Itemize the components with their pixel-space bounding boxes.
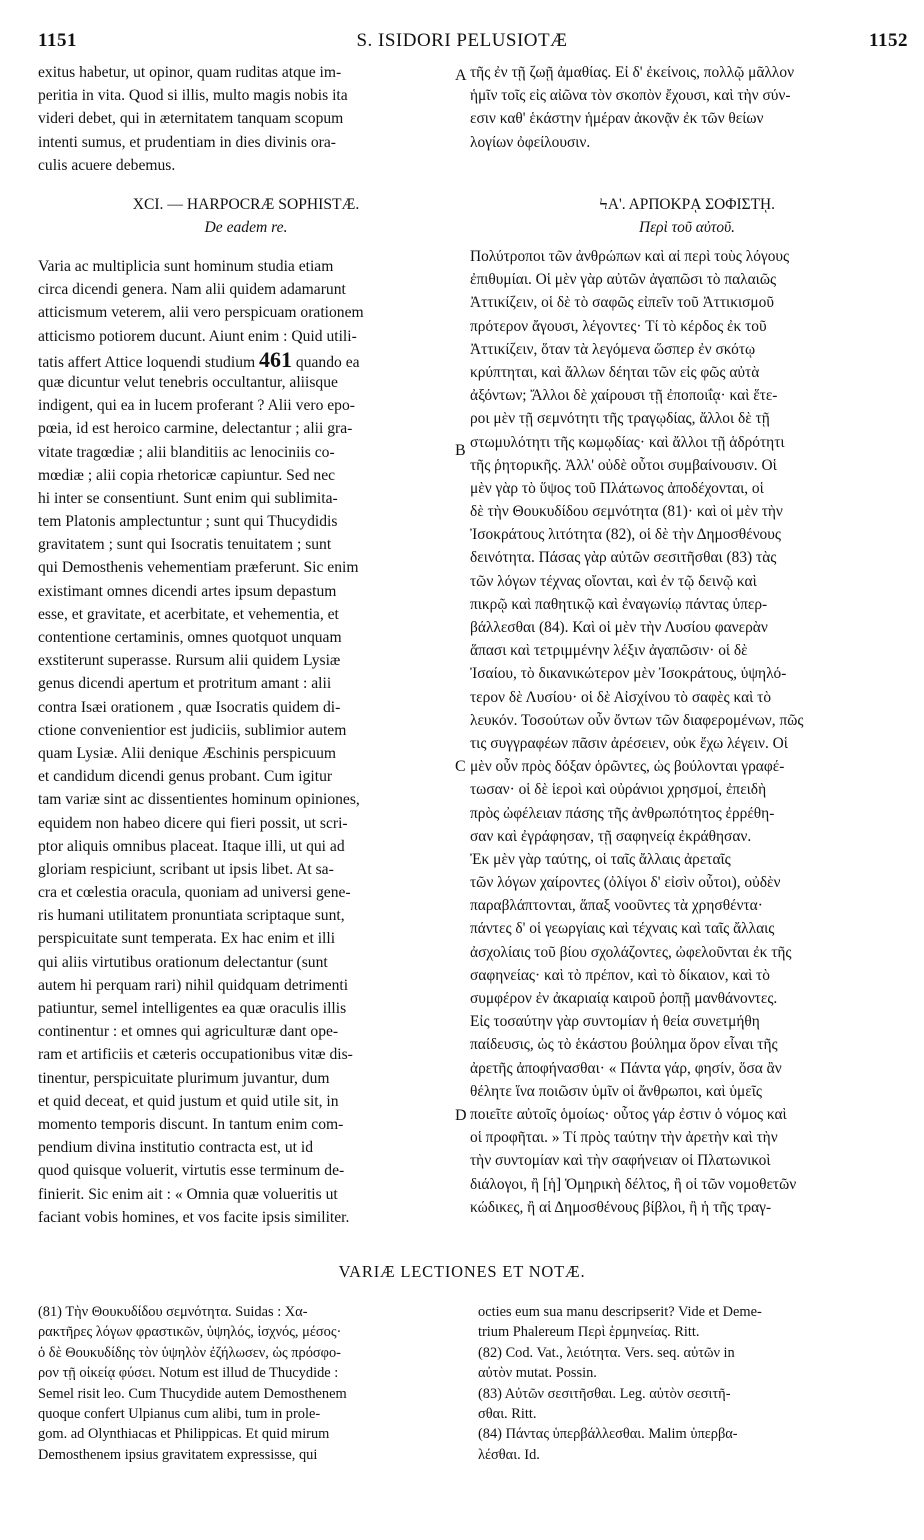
text-line: trium Phalereum Περὶ ἑρμηνείας. Ritt.	[478, 1324, 700, 1341]
text-line: (83) Αὐτῶν σεσιτῆσθαι. Leg. αὐτὸν σεσιτῆ-	[478, 1385, 731, 1402]
latin-line-before-marker: tatis affert Attice loquendi studium	[38, 353, 260, 371]
text-line: octies eum sua manu descripserit? Vide et Deme-	[478, 1304, 762, 1320]
text-line: culis acuere debemus.	[38, 156, 176, 174]
text-line: existimant omnes dicendi artes ipsum depastum	[38, 582, 337, 600]
text-line: faciant vobis homines, et vos facite ipsis similiter.	[38, 1208, 350, 1226]
text-line: ρον τῇ οἰκείᾳ φύσει. Notum est illud de Thucydide :	[38, 1365, 339, 1382]
text-line: Semel risit leo. Cum Thucydide autem Demosthenem	[38, 1385, 347, 1402]
text-line: συμφέρον ἐν ἀκαριαίᾳ καιροῦ ῥοπῇ μανθάνοντες.	[470, 990, 778, 1007]
text-line: ris humani utilitatem pronuntiata scriptaque sunt,	[38, 907, 345, 925]
text-line: ροι μὲν τῇ σεμνότητι τῆς τραγῳδίας, ἄλλοι δὲ τῇ	[470, 410, 770, 428]
text-line: gloriam respiciunt, scribant ut ipsis libet. At sa-	[38, 860, 334, 878]
notes-right-column	[478, 1302, 898, 1465]
running-title: S. ISIDORI PELUSIOTÆ	[356, 30, 568, 51]
text-line: Varia ac multiplicia sunt hominum studia etiam	[38, 258, 334, 275]
text-line: ἀξόντων; Ἄλλοι δὲ χαίρουσι τῇ ἐποποιΐᾳ· καὶ ἕτε-	[470, 387, 778, 405]
text-line: οἱ προφῆται. » Τί πρὸς ταύτην τὴν ἀρετὴν καὶ τὴν	[470, 1129, 778, 1147]
text-line: διάλογοι, ἢ [ἡ] Ὁμηρικὴ δέλτος, ἢ οἱ τῶν νομοθετῶν	[470, 1175, 797, 1193]
text-line: circa dicendi genera. Nam alii quidem adamarunt	[38, 281, 346, 299]
text-line: παραβλάπτονται, ἅπαξ νοοῦντες τὰ χρησθέντα·	[470, 897, 763, 915]
text-line: (84) Πάντας ὑπερβάλλεσθαι. Malim ὑπερβα-	[478, 1426, 738, 1443]
latin-line-with-marker	[38, 348, 454, 371]
text-line: λευκόν. Τοσούτων οὖν ὄντων τῶν διαφερομένων, πῶς	[470, 711, 804, 729]
text-line: σαν καὶ ἐγράφησαν, τῇ σαφηνείᾳ ἐκράθησαν.	[470, 827, 752, 845]
latin-letter-heading: XCI. — HARPOCRÆ SOPHISTÆ.	[132, 196, 360, 213]
text-line: qui Demosthenis vehementiam præferunt. Sic enim	[38, 559, 359, 577]
text-line: τερον δὲ Λυσίου· οἱ δὲ Αἰσχίνου τὸ σαφὲς καὶ τὸ	[470, 688, 772, 706]
text-line: ὁ δὲ Θουκυδίδης τὸν ὑψηλὸν ἐζήλωσεν, ὡς πρόσφο-	[38, 1344, 341, 1361]
text-line: τῆς ῥητορικῆς. Ἀλλ' οὐδὲ οὗτοι συμβαίνουσιν. Οἱ	[470, 456, 777, 474]
original-page-marker: 461	[259, 347, 293, 371]
text-line: στωμυλότητι τῆς κωμῳδίας· καὶ ἄλλοι τῇ ἁδρότητι	[470, 433, 785, 451]
text-line: exitus habetur, ut opinor, quam ruditas atque im-	[38, 64, 342, 81]
text-line: continentur : et omnes qui agriculturæ dant ope-	[38, 1023, 339, 1041]
text-line: pendium divina institutio contracta est, ut id	[38, 1139, 314, 1157]
text-line: Ἀττικίζειν, ὅταν τὰ λεγόμενα ὥσπερ ἐν σκότῳ	[470, 340, 756, 358]
text-line: Εἰς τοσαύτην γὰρ συντομίαν ἡ θεία συνετμήθη	[470, 1013, 760, 1031]
text-line: τωσαν· οἱ δὲ ἱεροὶ καὶ οὐράνιοι χρησμοί, ἐπειδὴ	[470, 781, 767, 799]
text-line: παίδευσις, ὡς τὸ ἑκάστου βούλημα ὅρον εἶναι τῆς	[470, 1036, 778, 1054]
text-line: pœia, id est heroico carmine, delectantur ; alii gra-	[38, 420, 353, 438]
notes-left-column	[38, 1302, 456, 1465]
text-line: contentione certaminis, omnes quotquot unquam	[38, 629, 342, 646]
text-line: πρὸς ὠφέλειαν πάσης τῆς ἀνθρωπότητος ἐρρέθη-	[470, 804, 775, 822]
page-number-left: 1151	[38, 30, 77, 51]
text-line: εσιν καθ' ἑκάστην ἡμέραν ἀκονᾷν ἐκ τῶν θείων	[470, 110, 764, 128]
text-line: patiuntur, semel intelligentes ea quæ oraculis illis	[38, 1000, 347, 1017]
text-line: autem hi perquam rari) nihil quidquam detrimenti	[38, 976, 349, 994]
text-line: videri debet, qui in æternitatem tanquam scopum	[38, 110, 344, 128]
text-line: quæ dicuntur velut tenebris occultantur, aliisque	[38, 373, 338, 391]
margin-letter-a: A	[455, 67, 467, 84]
text-line: Πολύτροποι τῶν ἀνθρώπων καὶ αἱ περὶ τοὺς λόγους	[470, 248, 790, 265]
text-line: βάλλεσθαι (84). Καὶ οἱ μὲν τὴν Λυσίου φανερὰν	[470, 619, 768, 636]
latin-heading-block	[38, 193, 454, 239]
text-line: equidem non habeo dicere qui fieri possit, ut scri-	[38, 814, 348, 832]
text-line: tinentur, perspicuitate plurimum juvantur, dum	[38, 1069, 330, 1087]
text-line: ἐπιθυμίαι. Οἱ μὲν γὰρ αὐτῶν ἀγαπῶσι τὸ παλαιῶς	[470, 271, 777, 289]
notes-title: VARIÆ LECTIONES ET NOTÆ.	[338, 1262, 586, 1281]
text-line: intenti sumus, et prudentiam in dies divinis ora-	[38, 133, 336, 151]
text-line: et candidum dicendi genus probant. Cum igitur	[38, 768, 333, 786]
text-line: tam variæ sint ac dissentientes hominum opiniones,	[38, 791, 360, 809]
greek-letter-subheading: Περὶ τοῦ αὐτοῦ.	[638, 219, 736, 237]
text-line: λογίων ὀφείλουσιν.	[470, 133, 591, 151]
text-line: contra Isæi orationem , quæ Isocratis quidem di-	[38, 698, 341, 716]
text-line: esse, et gravitate, et acerbitate, et vehementia, et	[38, 605, 339, 623]
text-line: perspicuitate sunt temperata. Ex hac enim et illi	[38, 930, 336, 948]
text-line: atticismum veterem, alii vero perspicuam orationem	[38, 304, 364, 322]
text-line: Ἐκ μὲν γὰρ ταύτης, οἱ ταῖς ἄλλαις ἀρεταῖς	[470, 850, 731, 868]
text-line: δεινότητα. Πάσας γὰρ αὐτῶν σεσιτῆσθαι (83) τὰς	[470, 549, 777, 567]
text-line: (81) Τὴν Θουκυδίδου σεμνότητα. Suidas : Χα-	[38, 1304, 308, 1320]
text-line: ptor aliquis omnibus placeat. Itaque illi, ut qui ad	[38, 837, 345, 855]
latin-column-body	[38, 255, 454, 1229]
margin-letter-c: C	[455, 758, 466, 775]
text-line: σθαι. Ritt.	[478, 1405, 537, 1422]
text-line: ἅπασι καὶ τετριμμένην λέξιν ἀγαπῶσιν· οἱ δὲ	[470, 642, 748, 660]
page-number-right: 1152	[869, 30, 908, 51]
text-line: momento temporis discunt. In tantum enim com-	[38, 1115, 344, 1133]
text-line: gravitatem ; sunt qui Isocratis tenuitatem ; sunt	[38, 536, 332, 554]
text-line: finierit. Sic enim ait : « Omnia quæ volueritis ut	[38, 1185, 338, 1203]
text-line: qui aliis virtutibus orationum delectantur (sunt	[38, 953, 328, 971]
text-line: quod quisque voluerit, virtutis esse terminum de-	[38, 1162, 345, 1180]
text-line: κρύπτηται, καὶ ἄλλων δέηται τῶν εἰς φῶς αὐτὰ	[470, 363, 760, 381]
margin-letter-b: B	[455, 442, 466, 459]
text-line: gom. ad Olynthiacas et Philippicas. Et quid mirum	[38, 1426, 330, 1443]
margin-letter-d: D	[455, 1107, 467, 1124]
latin-letter-subheading: De eadem re.	[204, 219, 288, 237]
text-line: et quid deceat, et quid justum et quid utile sit, in	[38, 1092, 339, 1110]
text-line: (82) Cod. Vat., λειότητα. Vers. seq. αὐτῶν in	[478, 1344, 735, 1361]
text-line: ἀσχολίαις τοῦ βίου σχολάζοντες, ὠφελοῦνται ἐκ τῆς	[470, 943, 792, 961]
greek-heading-block	[470, 193, 904, 239]
text-line: τὴν συντομίαν καὶ τὴν σαφήνειαν οἱ Πλατωνικοὶ	[470, 1152, 771, 1170]
text-line: genus dicendi apertum et protritum amant : alii	[38, 675, 332, 693]
text-line: μὲν οὖν πρὸς δόξαν ὁρῶντες, ὡς βούλονται γραφέ-	[470, 758, 785, 776]
text-line: indigent, qui ea in lucem proferant ? Alii vero epo-	[38, 397, 355, 415]
text-line: exstiterunt superasse. Rursum alii quidem Lysiæ	[38, 652, 341, 670]
text-line: πικρῷ καὶ παθητικῷ καὶ ἐναγωνίῳ πάντας ὑπερ-	[470, 595, 768, 613]
text-line: quam Lysiæ. Alii denique Æschinis perspicuum	[38, 744, 336, 762]
text-line: peritia in vita. Quod si illis, multo magis nobis ita	[38, 87, 348, 105]
greek-column-body	[470, 245, 904, 1219]
text-line: κώδικες, ἢ αἱ Δημοσθένους βίβλοι, ἢ ἡ τῆς τραγ-	[470, 1198, 772, 1216]
greek-column-top	[470, 61, 904, 154]
text-line: τις συγγραφέων πᾶσιν ἀρέσειεν, οὐκ ἔχω λέγειν. Οἱ	[470, 734, 788, 752]
text-line: hi inter se consentiunt. Sunt enim qui sublimita-	[38, 489, 338, 507]
text-line: θέλητε ἵνα ποιῶσιν ὑμῖν οἱ ἄνθρωποι, καὶ ὑμεῖς	[470, 1082, 762, 1100]
latin-body-part-1	[38, 255, 454, 348]
text-line: ποιεῖτε αὐτοῖς ὁμοίως· οὗτος γάρ ἐστιν ὁ νόμος καὶ	[470, 1105, 787, 1123]
text-line: ἀρετῆς ἀποφήνασθαι· « Πάντα γάρ, φησίν, ὅσα ἂν	[470, 1059, 782, 1077]
text-line: πρότερον ἄγουσι, λέγοντες· Τί τὸ κέρδος ἐκ τοῦ	[470, 317, 767, 335]
text-line: δὲ τὴν Θουκυδίδου σεμνότητα (81)· καὶ οἱ μὲν τὴν	[470, 503, 783, 521]
text-line: πάντες δ' οἱ γεωργίαις καὶ τέχναις καὶ ταῖς ἄλλαις	[470, 920, 775, 938]
text-line: τῶν λόγων τέχνας οἴονται, καὶ ἐν τῷ δεινῷ καὶ	[470, 572, 757, 590]
text-line: ram et artificiis et cæteris occupationibus vitæ dis-	[38, 1046, 353, 1064]
latin-line-after-marker: quando ea	[292, 353, 360, 371]
text-line: ἡμῖν τοῖς εἰς αἰῶνα τὸν σκοπὸν ἔχουσι, καὶ τὴν σύν-	[470, 87, 791, 105]
text-line: Ἰσαίου, τὸ δικανικώτερον μὲν Ἰσοκράτους, ὑψηλό-	[470, 665, 787, 683]
text-line: Ἰσοκράτους λιτότητα (82), οἱ δὲ τὴν Δημοσθένους	[470, 526, 781, 544]
text-line: αὐτὸν mutat. Possin.	[478, 1365, 597, 1382]
text-line: cra et cœlestia oracula, quoniam ad universi gene-	[38, 884, 351, 902]
text-line: mœdiæ ; alii copia rhetoricæ capiuntur. Sed nec	[38, 466, 336, 484]
greek-letter-heading: ϞΑ'. ΑΡΠΟΚΡᾼ ΣΟΦΙΣΤῌ.	[599, 196, 775, 213]
text-line: τῶν λόγων χαίροντες (ὀλίγοι δ' εἰσὶν οὗτοι), οὐδὲν	[470, 874, 781, 892]
text-line: ctione convenientior est judiciis, sublimior autem	[38, 721, 347, 739]
text-line: vitate tragœdiæ ; alii blanditiis ac lenociniis co-	[38, 443, 335, 461]
text-line: tem Platonis amplectuntur ; sunt qui Thucydidis	[38, 513, 338, 531]
text-line: atticismo potiorem ducunt. Aiunt enim : Quid utili-	[38, 327, 357, 345]
text-line: Demosthenem ipsius gravitatem expressisse, qui	[38, 1446, 318, 1463]
latin-body-part-2	[38, 371, 454, 1229]
latin-column-top	[38, 61, 454, 177]
text-line: λέσθαι. Id.	[478, 1446, 540, 1463]
text-line: quoque confert Ulpianus cum alibi, tum in prole-	[38, 1405, 321, 1422]
text-line: Ἀττικίζειν, οἱ δὲ τὸ σαφῶς εἰπεῖν τοῦ Ἀττικισμοῦ	[470, 294, 774, 312]
text-line: μὲν γὰρ τὸ ὕψος τοῦ Πλάτωνος ἀποδέχονται, οἱ	[470, 479, 764, 497]
text-line: σαφηνείας· καὶ τὸ πρέπον, καὶ τὸ δίκαιον, καὶ τὸ	[470, 966, 770, 984]
text-line: ρακτῆρες λόγων φραστικῶν, ὑψηλός, ἰσχνός, μέσος·	[38, 1324, 342, 1341]
text-line: τῆς ἐν τῇ ζωῇ ἀμαθίας. Εἰ δ' ἐκείνοις, πολλῷ μᾶλλον	[470, 64, 795, 81]
